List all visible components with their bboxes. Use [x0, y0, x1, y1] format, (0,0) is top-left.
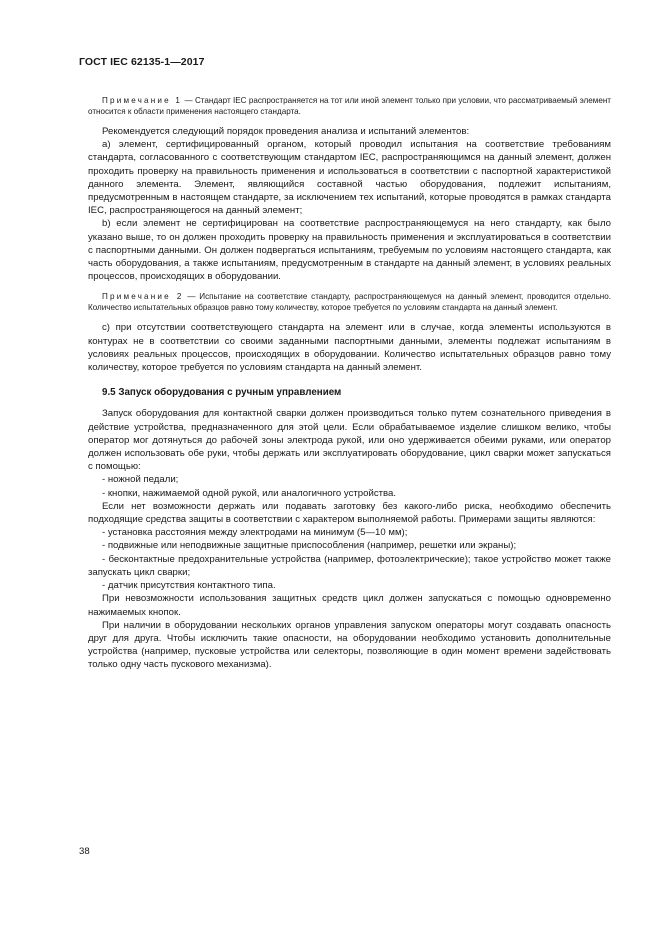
list-item: - подвижные или неподвижные защитные приспособления (например, решетки или экраны); [102, 540, 517, 552]
note-1 [88, 95, 611, 117]
list-item: - бесконтактные предохранительные устройства (например, фотоэлектрические); такое устройство может также запускать цикл сварки; [88, 553, 611, 578]
list-item: - ножной педали; [102, 474, 179, 486]
list-item-b: b) если элемент не сертифицирован на соответствие распространяющемуся на него стандарту, как было указано выше, то он должен проходить проверку на правильность применения и эксплуатироваться в соответствии с паспортными данными. Он должен подвергаться испытаниям, требуемым по условиям настоящего стандарта, как часть оборудования, а также испытаниям, предусмотренным в стандарте на данный элемент, в условиях реальных процессов, происходящих в оборудовании. [88, 218, 611, 283]
note-1-text: — Стандарт IEC распространяется на тот или иной элемент только при условии, что рассматриваемый элемент относится к области применения настоящего стандарта. [88, 96, 612, 116]
section-paragraph-2: Если нет возможности держать или подавать заготовку без какого-либо риска, необходимо обеспечить подходящие средства защиты в соответствии с характером выполняемой работы. Примерами защиты являются: [88, 500, 611, 526]
list-item-a: а) элемент, сертифицированный органом, который проводил испытания на соответствие требованиям стандарта, согласованного с соответствующим стандартом IEC, распространяющимся на данный элемент, должен проходить проверку на правильность применения и использоваться в соответствии с паспортной характеристикой данного элемента. Элемент, являющийся составной частью оборудования, подлежит испытаниям, предусмотренным в настоящем стандарте, за исключением тех испытаний, которые проводятся в рамках стандарта IEC, распространяющегося на данный элемент; [88, 139, 611, 217]
page-number: 38 [79, 846, 90, 857]
note-1-label: Примечание 1 [102, 96, 183, 105]
section-paragraph-4: При наличии в оборудовании нескольких органов управления запуском операторы могут создавать опасность друг для друга. Чтобы исключить такие опасности, на оборудовании необходимо установить дополнительные устройства (например, пусковые устройства или селекторы, позволяющие в один момент времени задействовать только одну часть пускового механизма). [88, 619, 611, 671]
intro-paragraph: Рекомендуется следующий порядок проведения анализа и испытаний элементов: [102, 126, 470, 137]
list-item-c: с) при отсутствии соответствующего стандарта на элемент или в случае, когда элементы используются в контурах не в соответствии со своими заданными паспортными данными, элементы подлежат испытаниям в условиях реальных процессов, происходящих в оборудовании. Количество испытательных образцов равно тому количеству, которое требуется по условиям стандарта на данный элемент. [88, 322, 611, 374]
list-item: - датчик присутствия контактного типа. [102, 580, 276, 592]
list-item: - установка расстояния между электродами на минимум (5—10 мм); [102, 527, 408, 539]
section-paragraph-3: При невозможности использования защитных средств цикл должен запускаться с помощью одновременно нажимаемых кнопок. [88, 593, 611, 618]
section-heading: 9.5 Запуск оборудования с ручным управлением [102, 387, 342, 399]
document-header: ГОСТ IEC 62135-1—2017 [79, 56, 205, 68]
note-2-label: Примечание 2 [102, 292, 184, 302]
list-item: - кнопки, нажимаемой одной рукой, или аналогичного устройства. [102, 487, 397, 499]
note-2-text: — Испытание на соответствие стандарту, распространяющемуся на данный элемент, проводится отдельно. Количество испытательных образцов равно тому количеству, которое требуется по условиям стандарта на данный элемент. [88, 292, 611, 313]
section-paragraph-1: Запуск оборудования для контактной сварки должен производиться только путем сознательного приведения в действие устройства, предназначенного для этой цели. Если обрабатываемое изделие слишком велико, чтобы оператор мог дотянуться до рабочей зоны электрода рукой, или оно удерживается обеими руками, или оператор должен использовать обе руки, чтобы держать или эксплуатировать оборудование, цикл сварки может запускаться с помощью: [88, 408, 611, 473]
note-2 [88, 291, 611, 313]
document-body [88, 95, 611, 672]
